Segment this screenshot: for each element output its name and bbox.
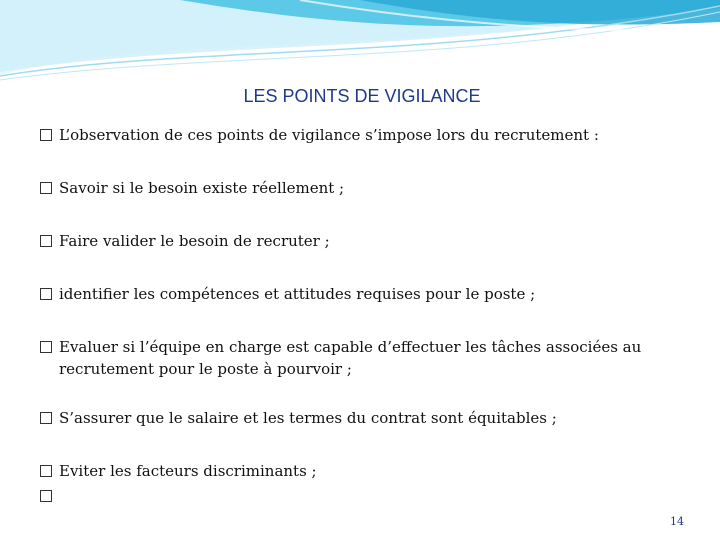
checkbox-icon: [40, 288, 52, 300]
bullet-item: [40, 485, 659, 502]
bullet-item: identifier les compétences et attitudes requises pour le poste ;: [40, 283, 659, 305]
bullet-item: Savoir si le besoin existe réellement ;: [40, 177, 659, 199]
bullet-item: Evaluer si l’équipe en charge est capable d’effectuer les tâches associées au recrutement pour le poste à pourvoir ;: [40, 336, 659, 380]
checkbox-icon: [40, 235, 52, 247]
header-wave-decoration: [0, 0, 720, 90]
bullet-item: L’observation de ces points de vigilance s’impose lors du recrutement :: [40, 124, 659, 146]
slide-title: LES POINTS DE VIGILANCE: [243, 86, 481, 106]
checkbox-icon: [40, 490, 52, 502]
page-number: 14: [670, 515, 684, 528]
bullet-item: S’assurer que le salaire et les termes du contrat sont équitables ;: [40, 407, 659, 429]
bullet-item: Faire valider le besoin de recruter ;: [40, 230, 659, 252]
checkbox-icon: [40, 465, 52, 477]
checkbox-icon: [40, 129, 52, 141]
checkbox-icon: [40, 341, 52, 353]
checkbox-icon: [40, 182, 52, 194]
bullet-item: Eviter les facteurs discriminants ;: [40, 460, 659, 482]
checkbox-icon: [40, 412, 52, 424]
